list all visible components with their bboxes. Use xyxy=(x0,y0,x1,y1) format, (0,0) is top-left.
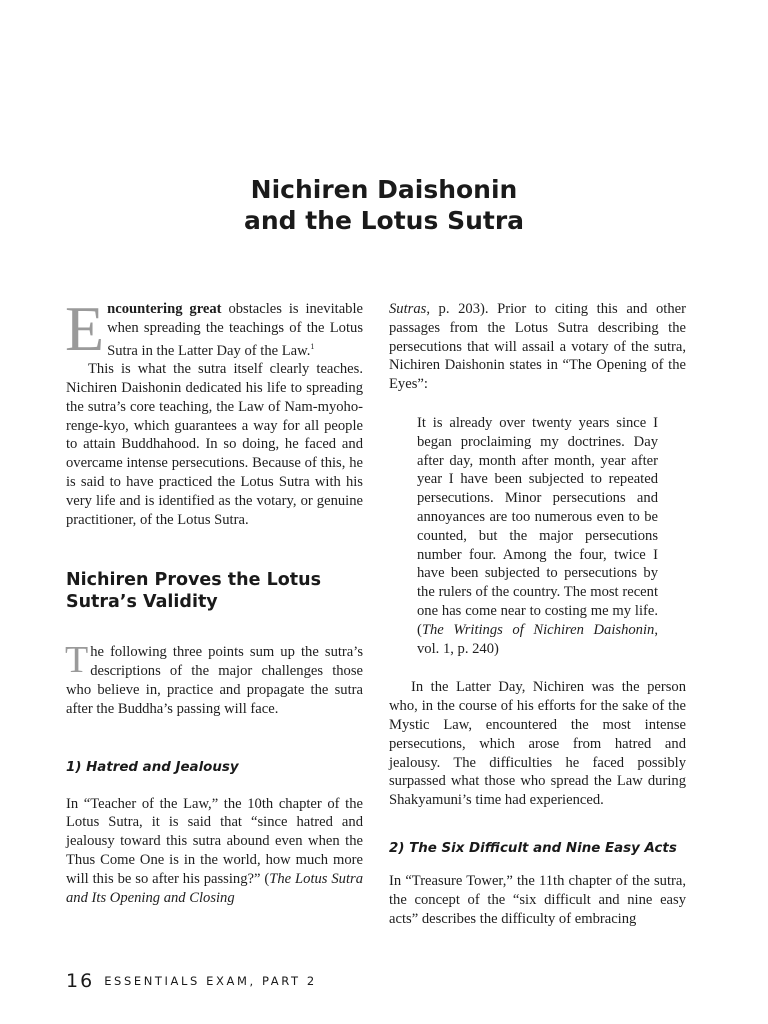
body-text: In “Teacher of the Law,” the 10th chapter of the Lotus Sutra, it is said that “since hatred and jealousy toward this sutra abound even when the Thus Come One is in the world, how much more will this be so after his passing?” ( xyxy=(66,795,363,887)
quote-end: , vol. 1, p. 240) xyxy=(417,621,658,657)
right-column xyxy=(389,300,686,928)
page-footer xyxy=(66,970,317,992)
section-paragraph-text: he following three points sum up the sutra’s descriptions of the major challenges those who believe in, practice and propagate the sutra after the Buddha’s passing will face. xyxy=(66,644,363,717)
footnote-marker: 1 xyxy=(310,341,315,351)
subheading-six-difficult: 2) The Six Difficult and Nine Easy Acts xyxy=(389,840,677,856)
drop-cap: T xyxy=(65,639,89,682)
body-paragraph: In “Treasure Tower,” the 11th chapter of the sutra, the concept of the “six difficult and nine easy acts” describes the difficulty of embracing xyxy=(389,872,686,927)
body-paragraph xyxy=(389,300,686,394)
body-text: , p. 203). Prior to citing this and other passages from the Lotus Sutra describing the persecutions that will assail a votary of the sutra, Nichiren Daishonin states in “The Opening of the Eyes”: xyxy=(389,301,686,393)
section-heading: Nichiren Proves the Lotus Sutra’s Validity xyxy=(66,570,321,613)
block-quote xyxy=(417,414,658,658)
body-paragraph: This is what the sutra itself clearly teaches. Nichiren Daishonin dedicated his life to spreading the sutra’s core teaching, the Law of Nam-myoho-renge-kyo, which guarantees a way for all people to attain Buddhahood. In so doing, he faced and overcame intense persecutions. Because of this, he is said to have practiced the Lotus Sutra with his very life and is identified as the votary, or genuine practitioner, of the Lotus Sutra. xyxy=(66,361,363,528)
quote-paragraph xyxy=(417,414,658,658)
citation: The Lotus Sutra and Its Opening and Closing xyxy=(66,870,364,906)
quote-text: It is already over twenty years since I began proclaiming my doctrines. Day after day, month after month, year after year I have been subjected to repeated persecutions. Minor persecutions and annoyances are too numerous even to be counted, but the major persecutions number four. Among the four, twice I have been subjected to persecutions by the rulers of the country. The most recent one has come near to costing me my life. ( xyxy=(417,414,658,638)
body-paragraph xyxy=(66,795,363,908)
page-number: 16 xyxy=(66,970,95,992)
title-line-1: Nichiren Daishonin xyxy=(250,175,518,204)
running-head: ESSENTIALS EXAM, PART 2 xyxy=(104,974,317,988)
intro-text: obstacles is inevitable when spreading the teachings of the Lotus Sutra in the Latter Day of the Law. xyxy=(107,301,363,359)
body-paragraph: In the Latter Day, Nichiren was the person who, in the course of his efforts for the sake of the Mystic Law, encountered the most intense persecutions, which arose from hatred and jealousy. The difficulties he faced possibly surpassed what those who spread the Law during Shakyamuni’s time had experienced. xyxy=(389,679,686,809)
subheading-hatred-jealousy: 1) Hatred and Jealousy xyxy=(66,759,239,775)
left-column xyxy=(65,293,364,907)
drop-cap: E xyxy=(65,293,105,364)
lead-in: ncountering great xyxy=(107,301,222,317)
citation: The Writings of Nichiren Daishonin xyxy=(421,621,655,638)
title-line-2: and the Lotus Sutra xyxy=(243,206,525,235)
citation: Sutras xyxy=(389,301,427,317)
section-paragraph xyxy=(65,639,363,718)
intro-paragraph xyxy=(65,293,363,364)
